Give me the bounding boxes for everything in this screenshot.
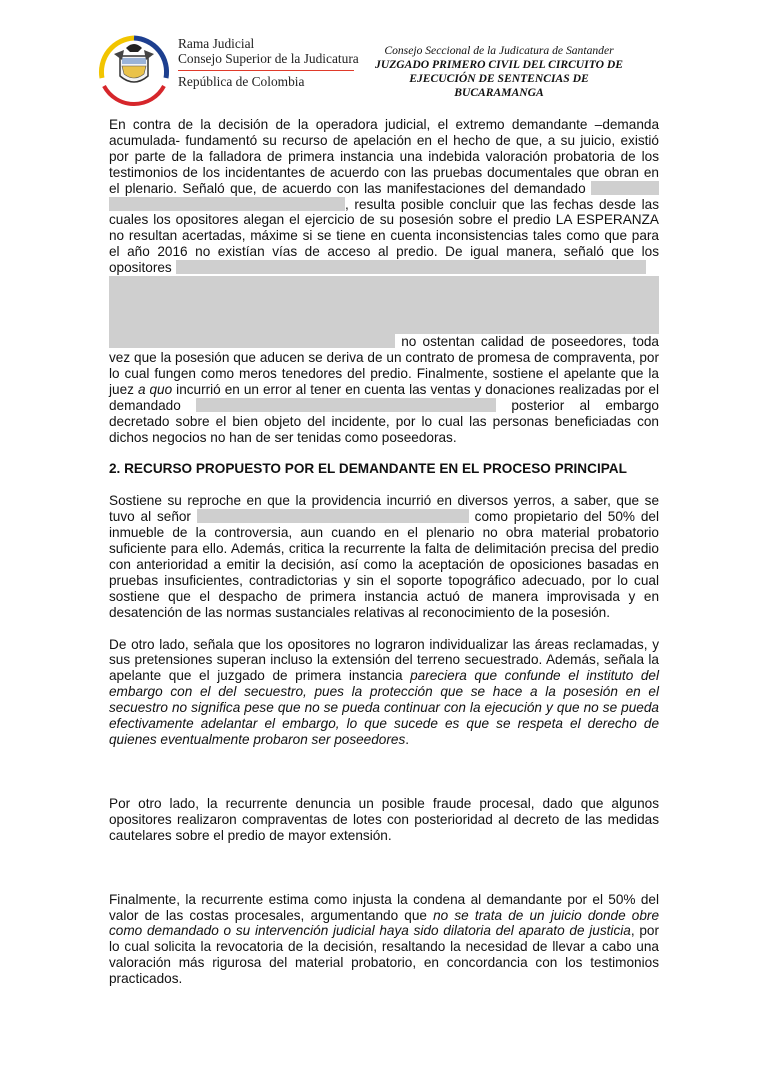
paragraph-opponents bbox=[109, 637, 659, 748]
paragraph-text: Por otro lado, la recurrente denuncia un posible fraude procesal, dado que algunos opositores realizaron compraventas de lotes con posterioridad al decreto de las medidas cautelares sobre el predio de mayor extensión. bbox=[109, 795, 659, 843]
paragraph-costs bbox=[109, 892, 659, 987]
redaction-box bbox=[109, 197, 345, 211]
paragraph-text: Sostiene su reproche en que la providencia incurrió en diversos yerros, a saber, que se tuvo al señor bbox=[109, 493, 659, 525]
italic-text: pareciera que confunde el instituto del embargo con el del secuestro, pues la protección que se hace a la posesión en el secuestro no significa pese que no se pueda continuar con la ejecución y que no se pueda efectivamente adelantar el embargo, lo que sucede es que se respeta el derecho de quienes eventualmente probaron ser poseedores bbox=[109, 668, 659, 747]
spacer bbox=[109, 748, 659, 796]
paragraph-principal-appeal bbox=[109, 493, 659, 620]
colombia-coat-of-arms-icon bbox=[94, 26, 174, 106]
paragraph-text: , resulta posible concluir que las fechas desde las cuales los opositores alegan el ejercicio de su posesión sobre el predio LA ESPERANZA no resultan acertadas, máxime si se tiene en cuenta inconsistencias tales como que para el año 2016 no existían vías de acceso al predio. De igual manera, señaló que los opositores bbox=[109, 196, 659, 276]
logo-line-3: República de Colombia bbox=[178, 74, 305, 89]
paragraph-text: De otro lado, señala que los opositores no lograron individualizar las áreas reclamadas, y sus pretensiones superan incluso la extensión del terreno secuestrado. Además, señala la apelante que el juzgado de primera instancia bbox=[109, 636, 659, 684]
paragraph-text: Finalmente, la recurrente estima como injusta la condena al demandante por el 50% del valor de las costas procesales, argumentando que bbox=[109, 891, 659, 923]
logo-divider bbox=[178, 70, 354, 71]
redaction-box bbox=[176, 260, 646, 274]
italic-text: a quo bbox=[137, 381, 173, 397]
redaction-box bbox=[591, 181, 659, 195]
logo-text bbox=[178, 36, 359, 89]
redaction-block bbox=[109, 276, 659, 334]
redaction-box bbox=[109, 334, 395, 348]
court-heading bbox=[349, 44, 649, 100]
section-heading: 2. RECURSO PROPUESTO POR EL DEMANDANTE EN EL PROCESO PRINCIPAL bbox=[109, 461, 627, 477]
redaction-box bbox=[197, 509, 469, 523]
court-line-1: JUZGADO PRIMERO CIVIL DEL CIRCUITO DE bbox=[375, 58, 623, 71]
logo-line-2: Consejo Superior de la Judicatura bbox=[178, 51, 359, 66]
logo-line-1: Rama Judicial bbox=[178, 36, 255, 51]
court-line-3: BUCARAMANGA bbox=[454, 86, 544, 99]
spacer bbox=[109, 844, 659, 892]
page-header bbox=[0, 22, 768, 112]
paragraph-text: posterior al embargo decretado sobre el bien objeto del incidente, por lo cual las personas beneficiadas con dichos negocios no han de ser tenidas como poseedoras. bbox=[109, 397, 659, 445]
spacer bbox=[109, 621, 659, 637]
paragraph-text: como propietario del 50% del inmueble de la controversia, aun cuando en el plenario no obra material probatorio suficiente para ello. Además, critica la recurrente la falta de delimitación precisa del predio con anterioridad a emitir la decisión, así como la aceptación de oposiciones basadas en pruebas insuficientes, contradictorias y sin el soporte topográfico adecuado, por lo cual sostiene que el despacho de primera instancia actuó de manera improvisada y en desatención de las normas sustanciales relativas al reconocimiento de la posesión. bbox=[109, 509, 659, 620]
document-body bbox=[109, 117, 659, 987]
paragraph-text: no ostentan calidad de poseedores, toda vez que la posesión que aducen se deriva de un contrato de promesa de compraventa, por lo cual fungen como meros tenedores del predio. Finalmente, sostiene el apelante que la juez bbox=[109, 334, 659, 397]
italic-text: no se trata de un juicio donde obre como demandado o su intervención judicial haya sido dilatoria del aparato de justicia bbox=[109, 907, 659, 939]
council-name: Consejo Seccional de la Judicatura de Santander bbox=[384, 44, 614, 57]
paragraph-text: En contra de la decisión de la operadora judicial, el extremo demandante –demanda acumulada- fundamentó su recurso de apelación en el hecho de que, a su juicio, existió por parte de la falladora de primera instancia una indebida valoración probatoria de los testimonios de los incidentantes de acuerdo con las pruebas documentales que obran en el plenario. Señaló que, de acuerdo con las manifestaciones del demandado bbox=[109, 117, 659, 196]
paragraph-fraud bbox=[109, 796, 659, 844]
redaction-box bbox=[196, 398, 496, 412]
court-line-2: EJECUCIÓN DE SENTENCIAS DE bbox=[409, 72, 589, 85]
paragraph-appeal-accumulated bbox=[109, 117, 659, 445]
paragraph-text: , por lo cual solicita la revocatoria de la decisión, resaltando la necesidad de llevar a cabo una valoración más rigurosa del material probatorio, en concordancia con los testimonios practicados. bbox=[109, 923, 660, 987]
paragraph-text: . bbox=[405, 732, 410, 747]
paragraph-text: incurrió en un error al tener en cuenta las ventas y donaciones realizadas por el demandado bbox=[109, 381, 659, 413]
